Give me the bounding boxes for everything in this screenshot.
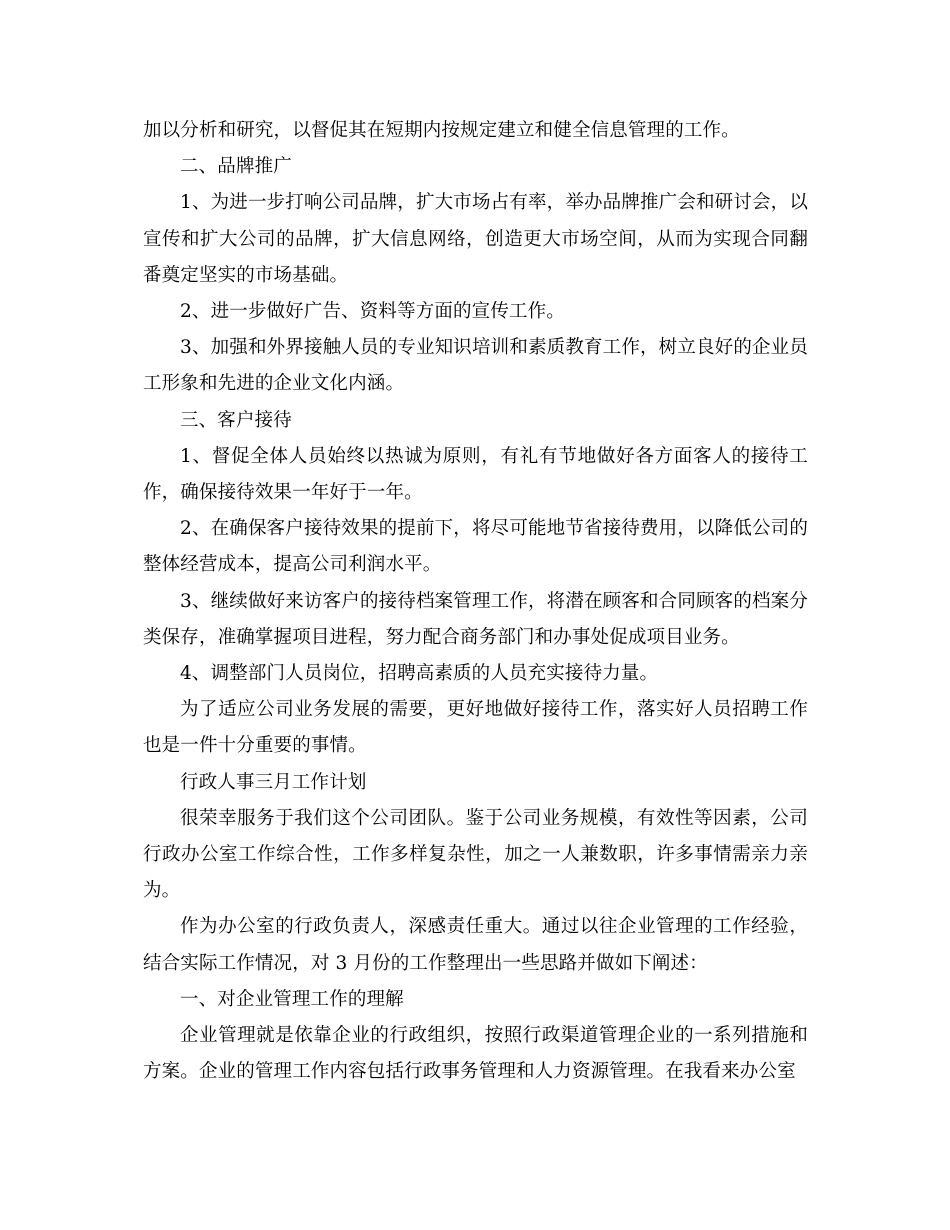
paragraph: 1、督促全体人员始终以热诚为原则，有礼有节地做好各方面客人的接待工作，确保接待效果一年好于一年。 [143,445,808,504]
paragraph: 很荣幸服务于我们这个公司团队。鉴于公司业务规模，有效性等因素，公司行政办公室工作综合性，工作多样复杂性，加之一人兼数职，许多事情需亲力亲为。 [143,807,808,902]
paragraph: 企业管理就是依靠企业的行政组织，按照行政渠道管理企业的一系列措施和方案。企业的管理工作内容包括行政事务管理和人力资源管理。在我看来办公室 [143,1025,808,1083]
paragraph: 为了适应公司业务发展的需要，更好地做好接待工作，落实好人员招聘工作也是一件十分重要的事情。 [143,699,808,757]
paragraph: 4、调整部门人员岗位，招聘高素质的人员充实接待力量。 [180,663,659,685]
document-title: 行政人事三月工作计划 [180,771,367,793]
paragraph: 3、加强和外界接触人员的专业知识培训和素质教育工作，树立良好的企业员工形象和先进的企业文化内涵。 [143,337,808,395]
section-heading: 二、品牌推广 [180,156,292,178]
paragraph: 1、为进一步打响公司品牌，扩大市场占有率，举办品牌推广会和研讨会，以宣传和扩大公司的品牌，扩大信息网络，创造更大市场空间，从而为实现合同翻番奠定坚实的市场基础。 [143,192,808,286]
section-heading: 三、客户接待 [180,409,292,431]
document-body [143,113,808,1090]
paragraph: 作为办公室的行政负责人，深感责任重大。通过以往企业管理的工作经验，结合实际工作情况，对 3 月份的工作整理出一些思路并做如下阐述： [143,916,808,974]
section-heading: 一、对企业管理工作的理解 [180,988,404,1010]
paragraph: 2、在确保客户接待效果的提前下，将尽可能地节省接待费用，以降低公司的整体经营成本，提高公司利润水平。 [143,518,808,576]
paragraph: 2、进一步做好广告、资料等方面的宣传工作。 [180,301,565,323]
paragraph: 3、继续做好来访客户的接待档案管理工作，将潜在顾客和合同顾客的档案分类保存，准确掌握项目进程，努力配合商务部门和办事处促成项目业务。 [143,590,808,648]
paragraph: 加以分析和研究，以督促其在短期内按规定建立和健全信息管理的工作。 [143,120,740,141]
